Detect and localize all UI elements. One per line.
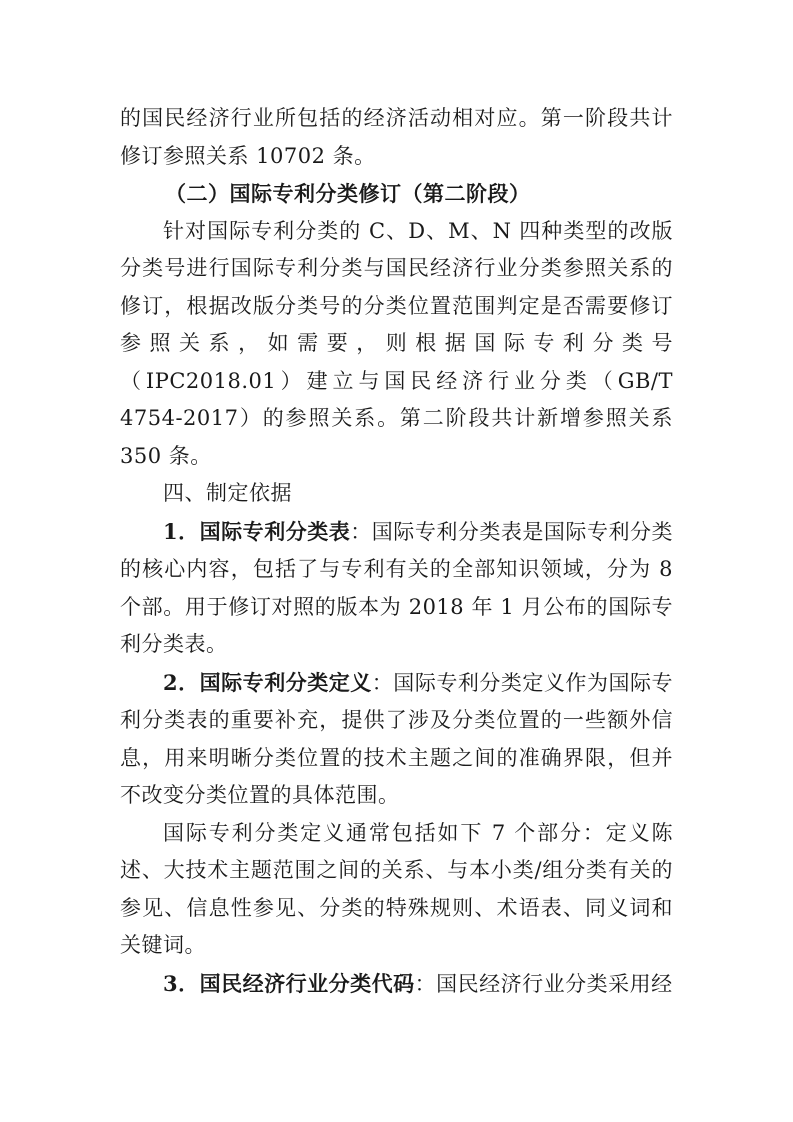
item-2-label: 2．国际专利分类定义 bbox=[163, 669, 372, 695]
item-3-label: 3．国民经济行业分类代码 bbox=[163, 970, 415, 996]
paragraph-item-2 bbox=[120, 664, 673, 815]
paragraph-item-1 bbox=[120, 513, 673, 664]
paragraph-definition-parts: 国际专利分类定义通常包括如下 7 个部分：定义陈述、大技术主题范围之间的关系、与本小类/组分类有关的参见、信息性参见、分类的特殊规则、术语表、同义词和关键词。 bbox=[120, 820, 673, 957]
item-2-text: ：国际专利分类定义作为国际专利分类表的重要补充，提供了涉及分类位置的一些额外信息，用来明晰分类位置的技术主题之间的准确界限，但并不改变分类位置的具体范围。 bbox=[120, 670, 673, 807]
section-heading-stage-two: （二）国际专利分类修订（第二阶段） bbox=[165, 181, 531, 206]
item-3-text: ：国民经济行业分类采用经 bbox=[414, 971, 673, 996]
paragraph-continuation: 的国民经济行业所包括的经济活动相对应。第一阶段共计修订参照关系 10702 条。 bbox=[120, 106, 673, 168]
paragraph-stage-two: 针对国际专利分类的 C、D、M、N 四种类型的改版分类号进行国际专利分类与国民经济行业分类参照关系的修订，根据改版分类号的分类位置范围判定是否需要修订参照关系，如需要，则根据国际专利分类号（IPC2018.01）建立与国民经济行业分类（GB/T 4754-2017）的参照关系。第二阶段共计新增参照关系 350 条。 bbox=[120, 218, 673, 468]
item-1-label: 1．国际专利分类表 bbox=[163, 518, 351, 544]
section-heading-basis: 四、制定依据 bbox=[163, 481, 292, 505]
paragraph-item-3 bbox=[120, 965, 673, 1004]
item-1-text: ：国际专利分类表是国际专利分类的核心内容，包括了与专利有关的全部知识领域，分为 8 个部。用于修订对照的版本为 2018 年 1 月公布的国际专利分类表。 bbox=[120, 519, 673, 656]
